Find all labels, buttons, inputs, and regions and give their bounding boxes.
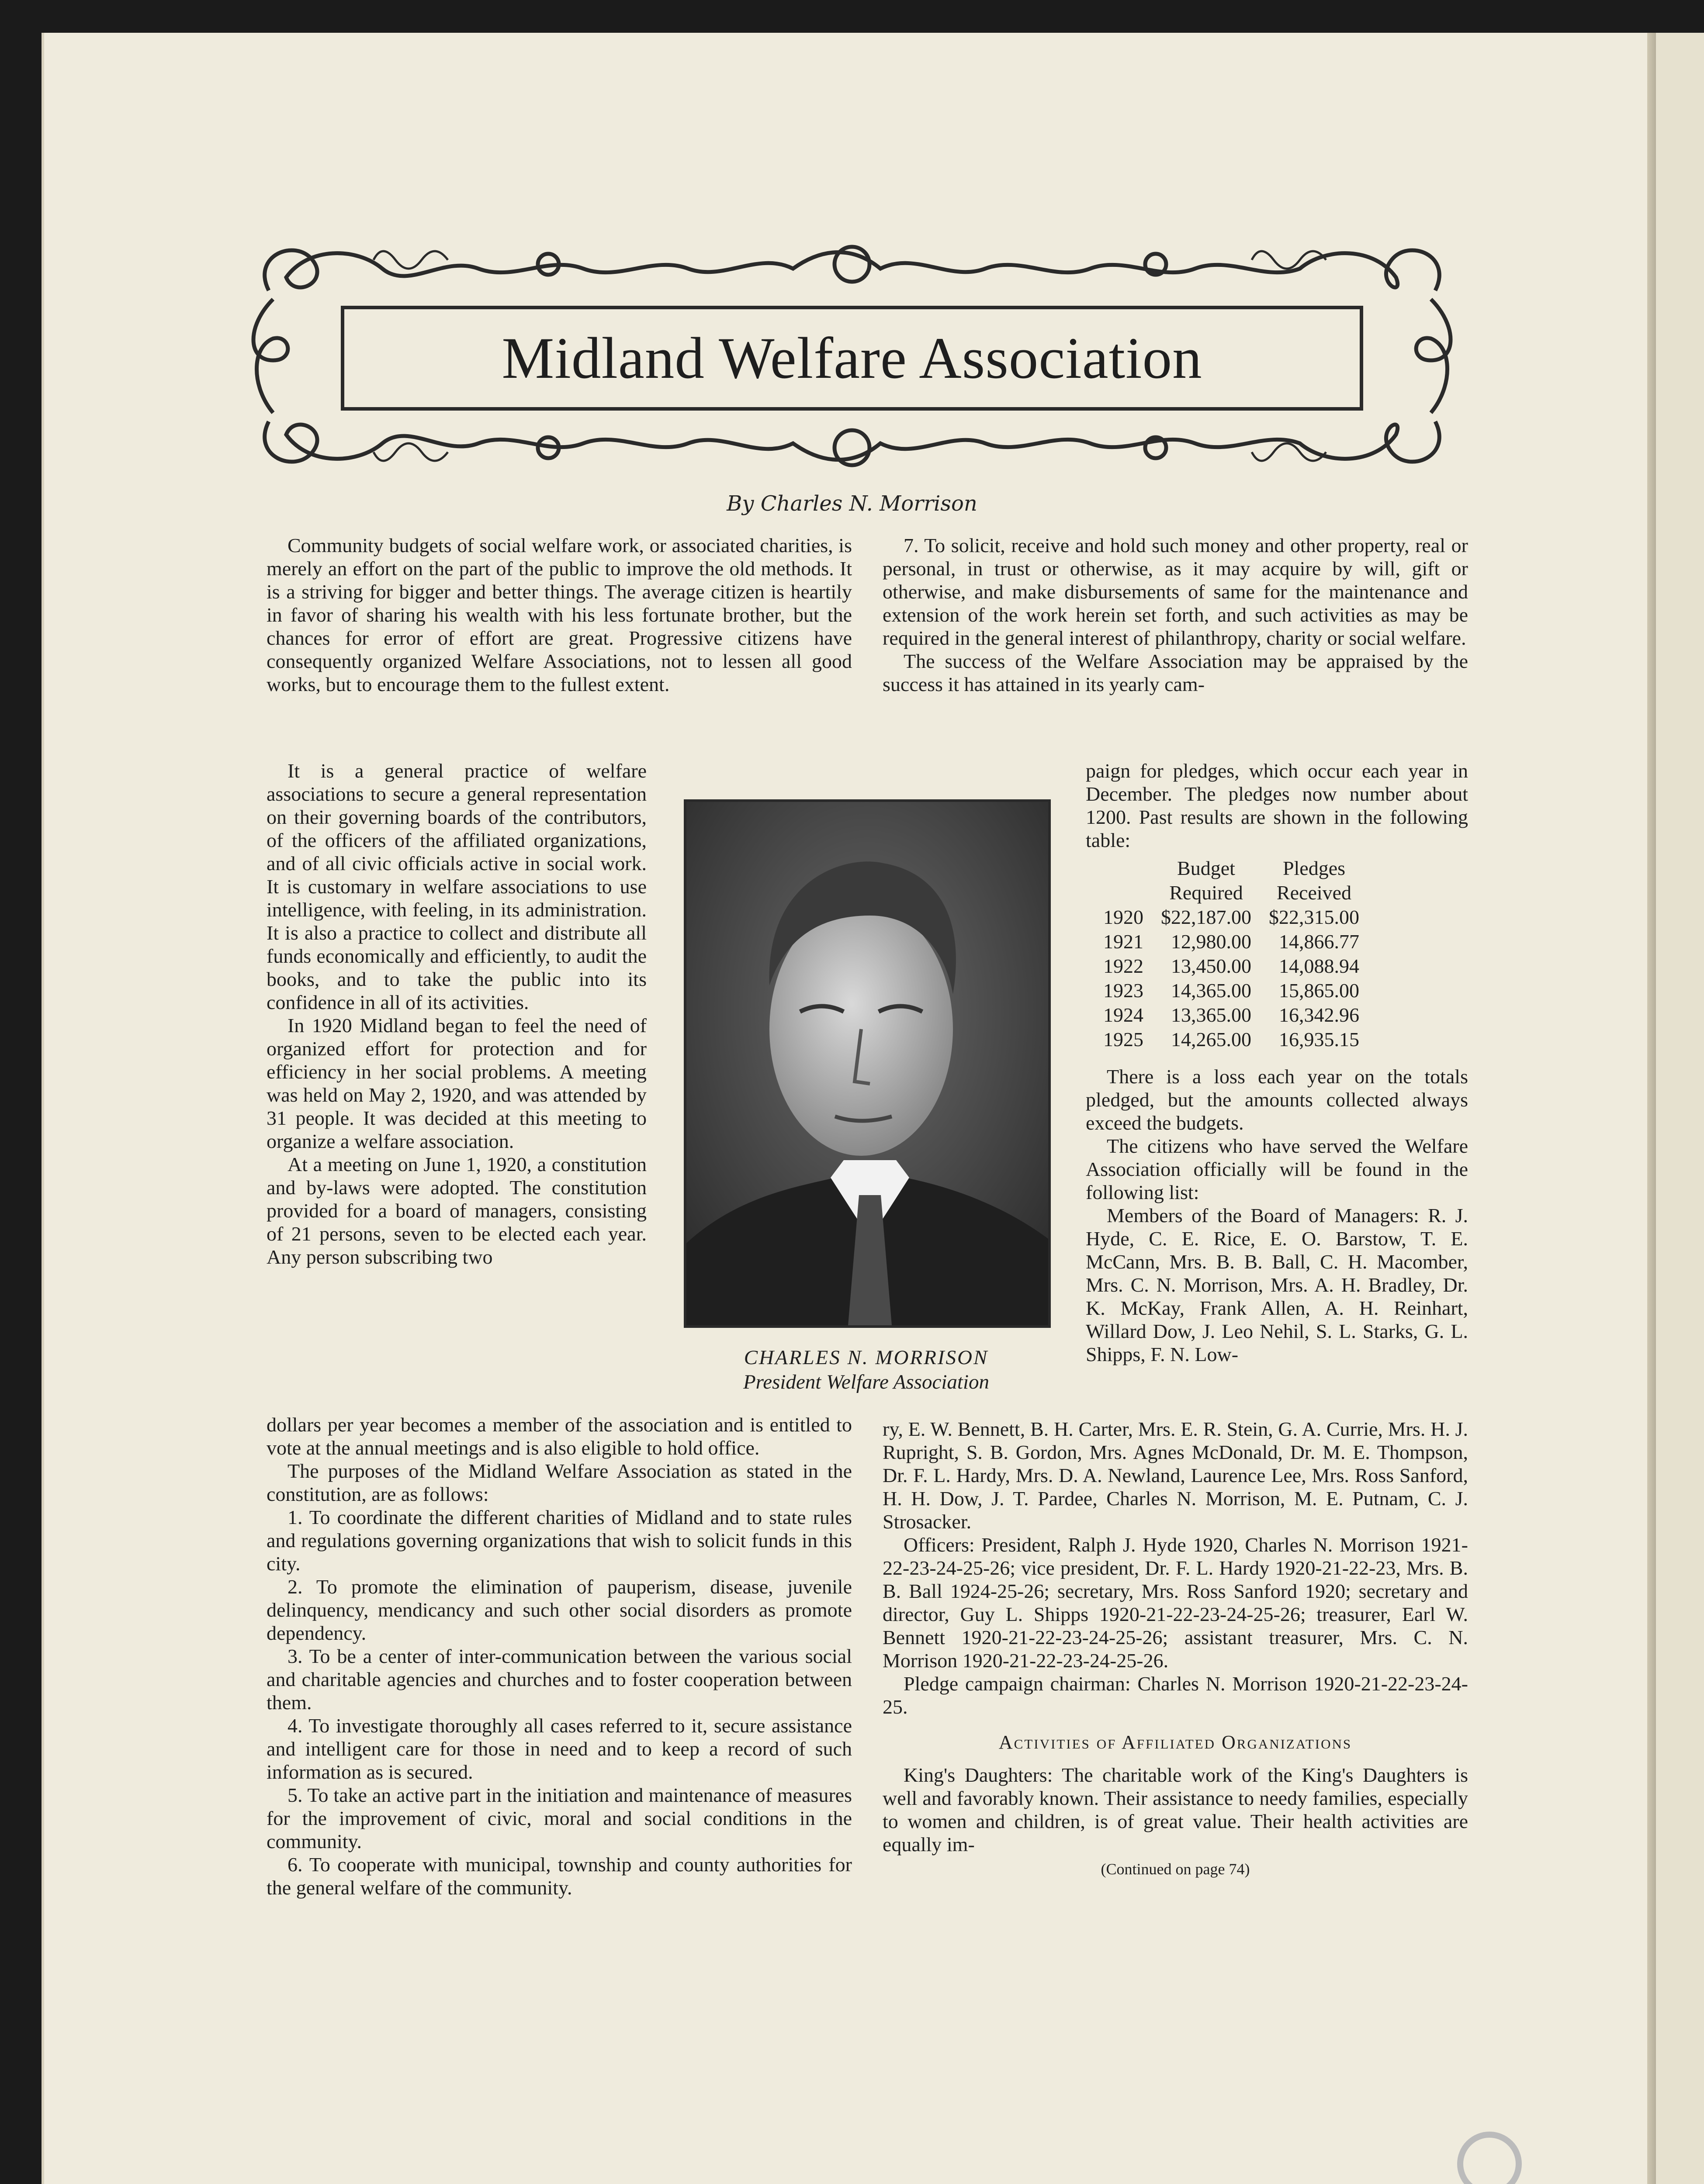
- page-title: Midland Welfare Association: [502, 325, 1202, 391]
- table-cell: 14,265.00: [1171, 1028, 1251, 1051]
- facing-page-edge: [1656, 33, 1704, 2184]
- table-cell: 1923: [1103, 979, 1143, 1002]
- paragraph: Community budgets of social welfare work, or associated charities, is merely an effort on the part of the public to improve the old methods. It is a striving for bigger and better things. The average citizen is heartily in favor of sharing his wealth with his less fortunate brother, but the chances for error of effort are great. Progressive citizens have consequently organized Welfare Associations, not to lessen all good works, but to encourage them to the fullest extent.: [267, 534, 852, 695]
- list-item: 7. To solicit, receive and hold such money and other property, real or personal, in trust or otherwise, as it may acquire by will, gift or otherwise, and make disbursements of same for the maintenance and extension of the work herein set forth, and such activities as may be required in the general interest of philanthropy, charity or social welfare.: [883, 534, 1468, 649]
- table-cell: 16,342.96: [1279, 1004, 1359, 1026]
- list-item: 3. To be a center of inter-communication between the various social and charitable agencies and churches and to foster cooperation between them.: [267, 1645, 852, 1714]
- table-row: [1103, 954, 1368, 978]
- table-cell: 14,866.77: [1279, 930, 1359, 953]
- paragraph: There is a loss each year on the totals pledged, but the amounts collected always exceed the budgets.: [1086, 1065, 1468, 1134]
- paragraph: It is a general practice of welfare associations to secure a general representation on their governing boards of the contributors, of the officers of the affiliated organizations, and of all civic officials active in social work. It is customary in welfare associations to use intelligence, with feeling, in its administration. It is also a practice to collect and distribute all funds economically and efficiently, to audit the books, and to take the public into its confidence in all of its activities.: [267, 760, 647, 1013]
- paragraph: paign for pledges, which occur each year in December. The pledges now number about 1200. Past results are shown in the following table:: [1086, 760, 1468, 851]
- paragraph: Pledge campaign chairman: Charles N. Morrison 1920-21-22-23-24-25.: [883, 1673, 1468, 1718]
- caption-role: President Welfare Association: [743, 1371, 990, 1393]
- table-row: [1103, 978, 1368, 1003]
- paragraph: dollars per year becomes a member of the association and is entitled to vote at the annual meetings and is also eligible to hold office.: [267, 1413, 852, 1459]
- list-item: 6. To cooperate with municipal, township and county authorities for the general welfare of the community.: [267, 1853, 852, 1899]
- pledge-table: [1103, 856, 1368, 1052]
- paragraph: At a meeting on June 1, 1920, a constitution and by-laws were adopted. The constitution provided for a board of managers, consisting of 21 persons, seven to be elected each year. Any person subscribing two: [267, 1153, 647, 1268]
- caption-name: CHARLES N. MORRISON: [744, 1346, 989, 1369]
- table-header: [1103, 881, 1152, 905]
- table-cell: $22,187.00: [1161, 906, 1251, 928]
- title-box: [341, 306, 1363, 411]
- table-cell: 1922: [1103, 955, 1143, 977]
- paragraph: The success of the Welfare Association may be appraised by the success it has attained in its yearly cam-: [883, 650, 1468, 695]
- table-row: [1103, 930, 1368, 954]
- list-item: 5. To take an active part in the initiation and maintenance of measures for the improvement of civic, moral and social conditions in the community.: [267, 1784, 852, 1852]
- table-header: Budget: [1177, 857, 1235, 879]
- portrait-icon: [686, 802, 1048, 1325]
- paragraph: King's Daughters: The charitable work of the King's Daughters is well and favorably known. Their assistance to needy families, especially to women and children, is of great value. Their health activities are equally im-: [883, 1764, 1468, 1856]
- column-1-narrow: [267, 759, 647, 1268]
- portrait-photo: [684, 799, 1051, 1328]
- table-header: [1103, 856, 1152, 881]
- table-cell: 13,450.00: [1171, 955, 1251, 977]
- column-2-top: [883, 534, 1468, 696]
- section-heading: Activities of Affiliated Organizations: [998, 1731, 1352, 1753]
- table-cell: 14,088.94: [1279, 955, 1359, 977]
- column-1-bottom: [267, 1413, 852, 1899]
- byline: By Charles N. Morrison: [727, 491, 977, 516]
- table-header: Required: [1169, 881, 1243, 904]
- column-2-bottom: [883, 1417, 1468, 1881]
- table-cell: $22,315.00: [1269, 906, 1359, 928]
- table-cell: 1925: [1103, 1028, 1143, 1051]
- continued-note: (Continued on page 74): [1101, 1860, 1250, 1878]
- table-cell: 1920: [1103, 906, 1143, 928]
- table-row: [1103, 1027, 1368, 1052]
- table-cell: 14,365.00: [1171, 979, 1251, 1002]
- table-row: [1103, 905, 1368, 930]
- list-item: 4. To investigate thoroughly all cases referred to it, secure assistance and intelligent care for those in need and to keep a record of such information as is secured.: [267, 1714, 852, 1783]
- table-header-row: [1103, 856, 1368, 881]
- list-item: 2. To promote the elimination of pauperism, disease, juvenile delinquency, mendicancy and such other social disorders as promote dependency.: [267, 1576, 852, 1644]
- paragraph: Members of the Board of Managers: R. J. Hyde, C. E. Rice, E. O. Barstow, T. E. McCann, Mrs. B. B. Ball, C. H. Macomber, Mrs. C. N. Morrison, Mrs. A. H. Bradley, Dr. K. McKay, Frank Allen, A. H. Reinhart, Willard Dow, J. Leo Nehil, S. L. Starks, G. L. Shipps, F. N. Low-: [1086, 1204, 1468, 1365]
- title-ornament-frame: [242, 229, 1462, 483]
- table-cell: 13,365.00: [1171, 1004, 1251, 1026]
- paragraph: In 1920 Midland began to feel the need of organized effort for protection and for efficiency in her social problems. A meeting was held on May 2, 1920, and was attended by 31 people. It was decided at this meeting to organize a welfare association.: [267, 1014, 647, 1152]
- paragraph: ry, E. W. Bennett, B. H. Carter, Mrs. E. R. Stein, G. A. Currie, Mrs. H. J. Rupright, S. B. Gordon, Mrs. Agnes McDonald, Dr. M. E. Thompson, Dr. F. L. Hardy, Mrs. D. A. Newland, Laurence Lee, Mrs. Ross Sanford, H. H. Dow, J. T. Pardee, Charles N. Morrison, M. E. Putnam, C. J. Strosacker.: [883, 1418, 1468, 1533]
- table-header: Received: [1276, 881, 1352, 904]
- table-cell: 16,935.15: [1279, 1028, 1359, 1051]
- column-2-narrow: [1086, 759, 1468, 1366]
- column-1-top: [267, 534, 852, 696]
- table-cell: 15,865.00: [1279, 979, 1359, 1002]
- table-header-row: [1103, 881, 1368, 905]
- list-item: 1. To coordinate the different charities of Midland and to state rules and regulations governing organizations that wish to solicit funds in this city.: [267, 1506, 852, 1575]
- paragraph: The citizens who have served the Welfare Association officially will be found in the following list:: [1086, 1135, 1468, 1203]
- table-row: [1103, 1003, 1368, 1027]
- photo-caption: [658, 1345, 1075, 1394]
- paragraph: Officers: President, Ralph J. Hyde 1920, Charles N. Morrison 1921-22-23-24-25-26; vice president, Dr. F. L. Hardy 1920-21-22-23, Mrs. B. B. Ball 1924-25-26; secretary, Mrs. Ross Sanford 1920; secretary and director, Guy L. Shipps 1920-21-22-23-24-25-26; treasurer, Earl W. Bennett 1920-21-22-23-24-25-26; assistant treasurer, Mrs. C. N. Morrison 1920-21-22-23-24-25-26.: [883, 1534, 1468, 1672]
- table-cell: 12,980.00: [1171, 930, 1251, 953]
- table-cell: 1924: [1103, 1004, 1143, 1026]
- table-cell: 1921: [1103, 930, 1143, 953]
- paragraph: The purposes of the Midland Welfare Association as stated in the constitution, are as follows:: [267, 1460, 852, 1505]
- table-header: Pledges: [1282, 857, 1346, 879]
